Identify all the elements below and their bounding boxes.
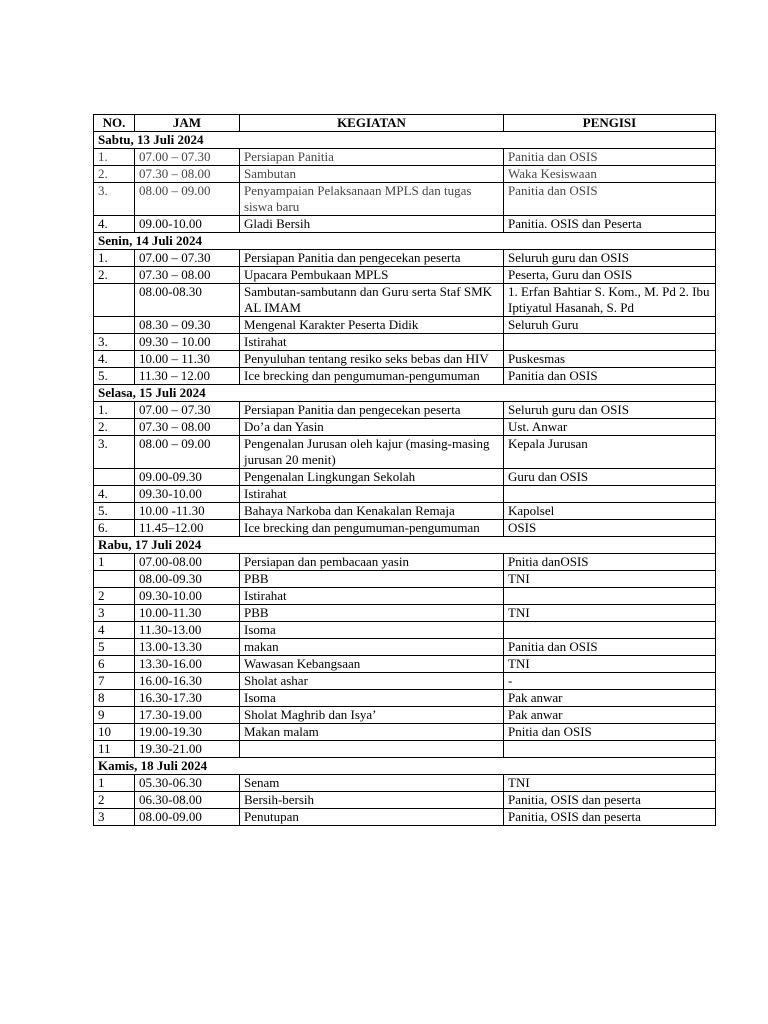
cell-kegiatan: Bahaya Narkoba dan Kenakalan Remaja: [240, 503, 504, 520]
table-row: [94, 166, 716, 183]
cell-no: [94, 469, 135, 486]
cell-no: 2: [94, 588, 135, 605]
table-row: [94, 284, 716, 317]
cell-pengisi: Seluruh Guru: [504, 317, 716, 334]
cell-no: 3.: [94, 436, 135, 469]
table-row: [94, 809, 716, 826]
table-row: [94, 588, 716, 605]
day-title: Senin, 14 Juli 2024: [94, 233, 716, 250]
cell-jam: 09.30-10.00: [135, 486, 240, 503]
cell-kegiatan: Makan malam: [240, 724, 504, 741]
cell-no: 11: [94, 741, 135, 758]
cell-pengisi: TNI: [504, 605, 716, 622]
day-title: Kamis, 18 Juli 2024: [94, 758, 716, 775]
cell-pengisi: Seluruh guru dan OSIS: [504, 250, 716, 267]
cell-jam: 10.00 – 11.30: [135, 351, 240, 368]
cell-pengisi: Pak anwar: [504, 690, 716, 707]
cell-no: 10: [94, 724, 135, 741]
header-pengisi: PENGISI: [504, 115, 716, 132]
cell-no: 5.: [94, 503, 135, 520]
cell-no: 1.: [94, 250, 135, 267]
table-row: [94, 419, 716, 436]
cell-kegiatan: Penutupan: [240, 809, 504, 826]
cell-no: 3: [94, 809, 135, 826]
cell-jam: 09.30 – 10.00: [135, 334, 240, 351]
cell-no: 4.: [94, 351, 135, 368]
table-row: [94, 656, 716, 673]
schedule-table: [93, 114, 716, 826]
cell-no: 3: [94, 605, 135, 622]
cell-kegiatan: Sholat ashar: [240, 673, 504, 690]
cell-jam: 13.30-16.00: [135, 656, 240, 673]
cell-jam: 08.00-09.30: [135, 571, 240, 588]
cell-pengisi: Puskesmas: [504, 351, 716, 368]
cell-no: 4: [94, 622, 135, 639]
table-row: [94, 775, 716, 792]
header-no: NO.: [94, 115, 135, 132]
cell-jam: 08.00 – 09.00: [135, 436, 240, 469]
cell-kegiatan: Ice brecking dan pengumuman-pengumuman: [240, 520, 504, 537]
table-row: [94, 741, 716, 758]
cell-no: 6.: [94, 520, 135, 537]
cell-no: 3.: [94, 183, 135, 216]
cell-jam: 07.30 – 08.00: [135, 166, 240, 183]
table-row: [94, 149, 716, 166]
cell-jam: 07.00 – 07.30: [135, 250, 240, 267]
table-row: [94, 520, 716, 537]
cell-kegiatan: Sambutan: [240, 166, 504, 183]
table-row: [94, 707, 716, 724]
cell-jam: 08.00 – 09.00: [135, 183, 240, 216]
cell-jam: 11.45–12.00: [135, 520, 240, 537]
table-row: [94, 368, 716, 385]
cell-pengisi: Panitia, OSIS dan peserta: [504, 792, 716, 809]
cell-jam: 05.30-06.30: [135, 775, 240, 792]
cell-kegiatan: Persiapan Panitia dan pengecekan peserta: [240, 250, 504, 267]
cell-kegiatan: Istirahat: [240, 334, 504, 351]
cell-kegiatan: Senam: [240, 775, 504, 792]
cell-pengisi: -: [504, 673, 716, 690]
cell-kegiatan: Do’a dan Yasin: [240, 419, 504, 436]
cell-kegiatan: Pengenalan Jurusan oleh kajur (masing-masing jurusan 20 menit): [240, 436, 504, 469]
table-row: [94, 216, 716, 233]
table-row: [94, 690, 716, 707]
cell-kegiatan: Persiapan dan pembacaan yasin: [240, 554, 504, 571]
table-row: [94, 792, 716, 809]
table-row: [94, 639, 716, 656]
header-kegiatan: KEGIATAN: [240, 115, 504, 132]
cell-no: 3.: [94, 334, 135, 351]
cell-pengisi: Seluruh guru dan OSIS: [504, 402, 716, 419]
cell-jam: 07.30 – 08.00: [135, 419, 240, 436]
table-row: [94, 486, 716, 503]
cell-jam: 07.30 – 08.00: [135, 267, 240, 284]
cell-pengisi: TNI: [504, 656, 716, 673]
cell-no: [94, 571, 135, 588]
cell-jam: 08.30 – 09.30: [135, 317, 240, 334]
cell-kegiatan: Ice brecking dan pengumuman-pengumuman: [240, 368, 504, 385]
cell-kegiatan: Isoma: [240, 690, 504, 707]
cell-jam: 06.30-08.00: [135, 792, 240, 809]
cell-no: 8: [94, 690, 135, 707]
cell-no: [94, 317, 135, 334]
table-row: [94, 351, 716, 368]
cell-pengisi: Pak anwar: [504, 707, 716, 724]
cell-jam: 07.00 – 07.30: [135, 402, 240, 419]
cell-pengisi: 1. Erfan Bahtiar S. Kom., M. Pd 2. Ibu Iptiyatul Hasanah, S. Pd: [504, 284, 716, 317]
cell-jam: 19.30-21.00: [135, 741, 240, 758]
cell-jam: 09.00-09.30: [135, 469, 240, 486]
schedule-body: [94, 132, 716, 826]
cell-pengisi: Pnitia danOSIS: [504, 554, 716, 571]
cell-jam: 08.00-09.00: [135, 809, 240, 826]
cell-kegiatan: Istirahat: [240, 588, 504, 605]
cell-pengisi: [504, 486, 716, 503]
cell-pengisi: Panitia dan OSIS: [504, 149, 716, 166]
cell-pengisi: OSIS: [504, 520, 716, 537]
cell-kegiatan: Isoma: [240, 622, 504, 639]
table-row: [94, 402, 716, 419]
cell-no: 5.: [94, 368, 135, 385]
day-header-row: [94, 758, 716, 775]
cell-kegiatan: [240, 741, 504, 758]
cell-jam: 07.00 – 07.30: [135, 149, 240, 166]
cell-jam: 09.00-10.00: [135, 216, 240, 233]
cell-pengisi: TNI: [504, 571, 716, 588]
cell-pengisi: Guru dan OSIS: [504, 469, 716, 486]
cell-pengisi: Waka Kesiswaan: [504, 166, 716, 183]
cell-jam: 09.30-10.00: [135, 588, 240, 605]
table-row: [94, 267, 716, 284]
cell-kegiatan: Penyuluhan tentang resiko seks bebas dan HIV: [240, 351, 504, 368]
day-title: Sabtu, 13 Juli 2024: [94, 132, 716, 149]
cell-pengisi: Pnitia dan OSIS: [504, 724, 716, 741]
cell-no: 4.: [94, 216, 135, 233]
cell-kegiatan: Persiapan Panitia dan pengecekan peserta: [240, 402, 504, 419]
cell-kegiatan: PBB: [240, 571, 504, 588]
day-header-row: [94, 537, 716, 554]
header-row: [94, 115, 716, 132]
cell-jam: 10.00-11.30: [135, 605, 240, 622]
cell-kegiatan: Upacara Pembukaan MPLS: [240, 267, 504, 284]
cell-pengisi: Kepala Jurusan: [504, 436, 716, 469]
cell-pengisi: [504, 622, 716, 639]
day-header-row: [94, 132, 716, 149]
day-title: Rabu, 17 Juli 2024: [94, 537, 716, 554]
cell-kegiatan: Istirahat: [240, 486, 504, 503]
cell-kegiatan: Wawasan Kebangsaan: [240, 656, 504, 673]
cell-kegiatan: PBB: [240, 605, 504, 622]
table-row: [94, 250, 716, 267]
cell-pengisi: [504, 334, 716, 351]
cell-pengisi: Panitia dan OSIS: [504, 639, 716, 656]
cell-jam: 13.00-13.30: [135, 639, 240, 656]
table-row: [94, 436, 716, 469]
cell-no: 2.: [94, 419, 135, 436]
cell-no: 1: [94, 554, 135, 571]
cell-pengisi: Kapolsel: [504, 503, 716, 520]
day-header-row: [94, 233, 716, 250]
cell-no: 7: [94, 673, 135, 690]
cell-kegiatan: Sholat Maghrib dan Isya’: [240, 707, 504, 724]
table-row: [94, 503, 716, 520]
cell-jam: 11.30-13.00: [135, 622, 240, 639]
table-row: [94, 334, 716, 351]
cell-pengisi: Panitia dan OSIS: [504, 368, 716, 385]
cell-jam: 08.00-08.30: [135, 284, 240, 317]
header-jam: JAM: [135, 115, 240, 132]
cell-kegiatan: Pengenalan Lingkungan Sekolah: [240, 469, 504, 486]
cell-no: 6: [94, 656, 135, 673]
cell-pengisi: [504, 741, 716, 758]
cell-pengisi: TNI: [504, 775, 716, 792]
cell-kegiatan: Mengenal Karakter Peserta Didik: [240, 317, 504, 334]
cell-jam: 17.30-19.00: [135, 707, 240, 724]
cell-kegiatan: Gladi Bersih: [240, 216, 504, 233]
cell-kegiatan: makan: [240, 639, 504, 656]
cell-jam: 10.00 -11.30: [135, 503, 240, 520]
cell-pengisi: Panitia. OSIS dan Peserta: [504, 216, 716, 233]
cell-no: [94, 284, 135, 317]
table-row: [94, 622, 716, 639]
table-row: [94, 605, 716, 622]
table-row: [94, 469, 716, 486]
cell-no: 2.: [94, 166, 135, 183]
cell-pengisi: [504, 588, 716, 605]
cell-no: 1.: [94, 149, 135, 166]
cell-kegiatan: Penyampaian Pelaksanaan MPLS dan tugas siswa baru: [240, 183, 504, 216]
cell-jam: 16.00-16.30: [135, 673, 240, 690]
cell-pengisi: Panitia dan OSIS: [504, 183, 716, 216]
cell-kegiatan: Bersih-bersih: [240, 792, 504, 809]
table-row: [94, 571, 716, 588]
cell-jam: 19.00-19.30: [135, 724, 240, 741]
cell-jam: 07.00-08.00: [135, 554, 240, 571]
day-header-row: [94, 385, 716, 402]
cell-jam: 16.30-17.30: [135, 690, 240, 707]
cell-no: 2: [94, 792, 135, 809]
day-title: Selasa, 15 Juli 2024: [94, 385, 716, 402]
table-row: [94, 554, 716, 571]
cell-no: 1: [94, 775, 135, 792]
cell-pengisi: Ust. Anwar: [504, 419, 716, 436]
cell-kegiatan: Sambutan-sambutann dan Guru serta Staf SMK AL IMAM: [240, 284, 504, 317]
table-row: [94, 317, 716, 334]
table-row: [94, 183, 716, 216]
cell-no: 5: [94, 639, 135, 656]
cell-no: 2.: [94, 267, 135, 284]
table-row: [94, 724, 716, 741]
cell-jam: 11.30 – 12.00: [135, 368, 240, 385]
cell-pengisi: Peserta, Guru dan OSIS: [504, 267, 716, 284]
cell-no: 4.: [94, 486, 135, 503]
cell-no: 1.: [94, 402, 135, 419]
table-row: [94, 673, 716, 690]
cell-pengisi: Panitia, OSIS dan peserta: [504, 809, 716, 826]
cell-no: 9: [94, 707, 135, 724]
cell-kegiatan: Persiapan Panitia: [240, 149, 504, 166]
